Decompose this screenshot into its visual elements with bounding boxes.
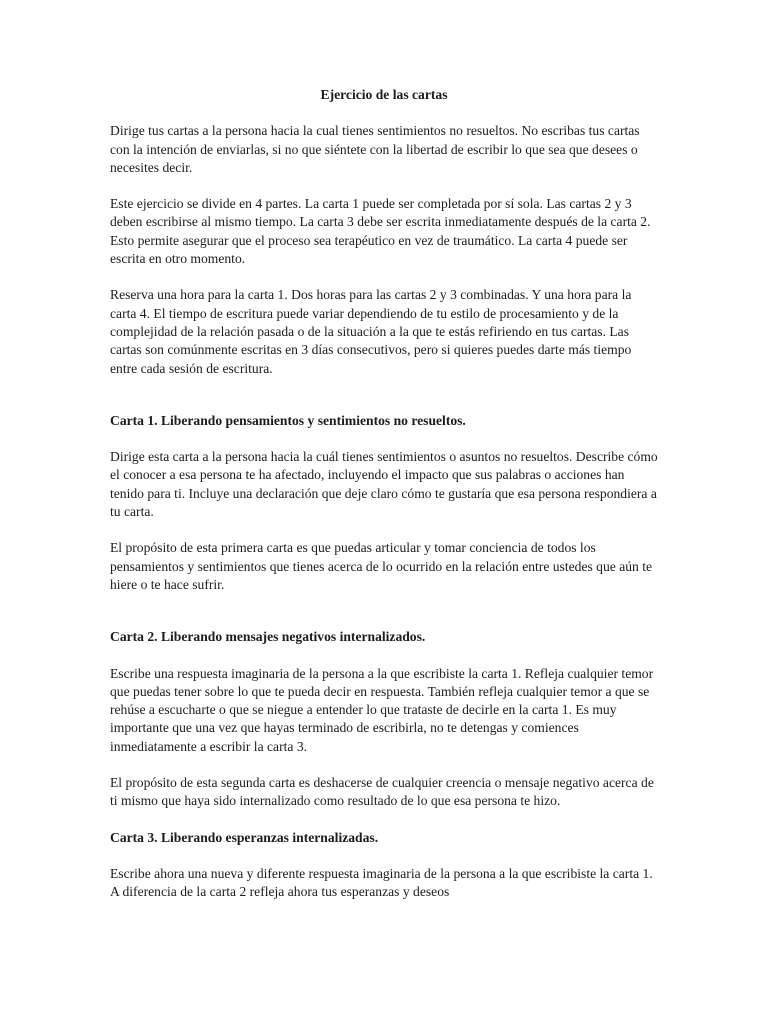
document-title: Ejercicio de las cartas (320, 87, 448, 102)
section-3-paragraph-1: Escribe ahora una nueva y diferente respuesta imaginaria de la persona a la que escribiste la carta 1. A diferencia de la carta 2 refleja ahora tus esperanzas y deseos (110, 865, 653, 900)
document-page (110, 86, 658, 920)
section-3-heading: Carta 3. Liberando esperanzas internalizadas. (110, 829, 379, 845)
section-1-paragraph-1: Dirige esta carta a la persona hacia la cuál tienes sentimientos o asuntos no resueltos. Describe cómo el conocer a esa persona te ha afectado, incluyendo el impacto que sus palabras o acciones han tenido para ti. Incluye una declaración que deje claro cómo te gustaría que esa persona respondiera a tu carta. (110, 449, 658, 520)
section-2-paragraph-1: Escribe una respuesta imaginaria de la persona a la que escribiste la carta 1. Refleja cualquier temor que puedas tener sobre lo que te pueda decir en respuesta. También refleja cualquier temor a que se rehúse a escucharte o que se niegue a entender lo que trataste de decirle en la carta 1. Es muy importante que una vez que hayas terminado de escribirla, no te detengas y comiences inmediatamente a escribir la carta 3. (110, 665, 654, 754)
section-1-paragraph-2: El propósito de esta primera carta es que puedas articular y tomar conciencia de todos los pensamientos y sentimientos que tienes acerca de lo ocurrido en la relación entre ustedes que aún te hiere o te hace sufrir. (110, 540, 653, 592)
section-2-paragraph-2: El propósito de esta segunda carta es deshacerse de cualquier creencia o mensaje negativo acerca de ti mismo que haya sido internalizado como resultado de lo que esa persona te hizo. (110, 775, 654, 809)
section-1-heading: Carta 1. Liberando pensamientos y sentimientos no resueltos. (110, 412, 466, 428)
intro-paragraph-1: Dirige tus cartas a la persona hacia la cual tienes sentimientos no resueltos. No escribas tus cartas con la intención de enviarlas, si no que siéntete con la libertad de escribir lo que sea que desees o necesites decir. (110, 123, 640, 175)
intro-paragraph-3: Reserva una hora para la carta 1. Dos horas para las cartas 2 y 3 combinadas. Y una hora para la carta 4. El tiempo de escritura puede variar dependiendo de tu estilo de procesamiento y de la complejidad de la relación pasada o de la situación a la que te estás refiriendo en tus cartas. Las cartas son comúnmente escritas en 3 días consecutivos, pero si quieres puedes darte más tiempo entre cada sesión de escritura. (110, 287, 632, 376)
section-2-heading: Carta 2. Liberando mensajes negativos internalizados. (110, 629, 426, 645)
intro-paragraph-2: Este ejercicio se divide en 4 partes. La carta 1 puede ser completada por sí sola. Las cartas 2 y 3 deben escribirse al mismo tiempo. La carta 3 debe ser escrita inmediatamente después de la carta 2. Esto permite asegurar que el proceso sea terapéutico en vez de traumático. La carta 4 puede ser escrita en otro momento. (110, 196, 651, 267)
